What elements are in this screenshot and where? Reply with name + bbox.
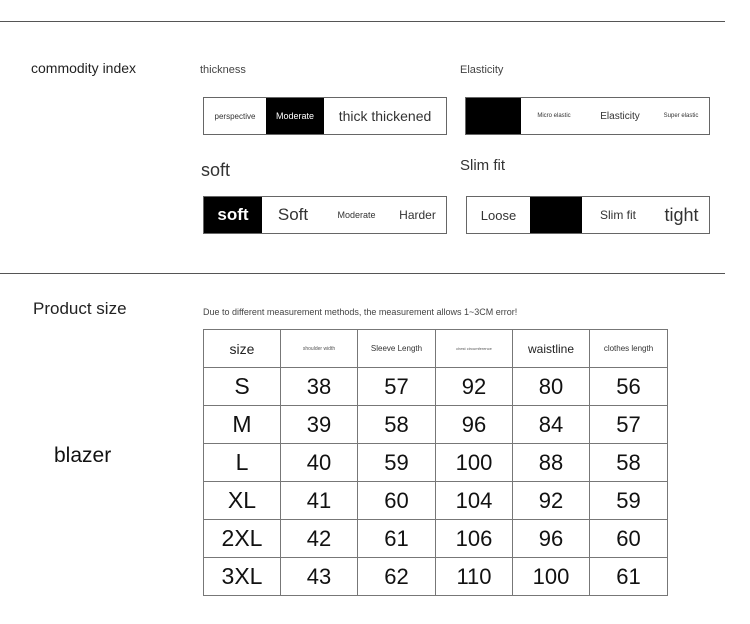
cell-size: 2XL <box>204 520 281 558</box>
table-row <box>204 444 668 482</box>
product-size-title: Product size <box>33 299 127 318</box>
cell-shoulder: 38 <box>281 368 358 406</box>
header-clothes-length: clothes length <box>590 330 668 368</box>
elasticity-option-super: Super elastic <box>663 113 699 119</box>
cell-chest: 104 <box>436 482 513 520</box>
measurement-note: Due to different measurement methods, the measurement allows 1~3CM error! <box>203 307 518 317</box>
header-waistline: waistline <box>513 330 590 368</box>
elasticity-label: Elasticity <box>460 64 504 76</box>
fit-option-tight: tight <box>664 204 699 225</box>
commodity-index-title: commodity index <box>31 60 137 76</box>
thickness-option-perspective: perspective <box>214 111 256 121</box>
fit-option-loose: Loose <box>480 207 517 223</box>
cell-sleeve: 59 <box>358 444 436 482</box>
cell-length: 58 <box>590 444 668 482</box>
table-row <box>204 406 668 444</box>
elasticity-option-selected <box>466 98 521 134</box>
table-row <box>204 482 668 520</box>
cell-length: 60 <box>590 520 668 558</box>
cell-shoulder: 39 <box>281 406 358 444</box>
cell-chest: 100 <box>436 444 513 482</box>
garment-label: blazer <box>54 444 112 467</box>
cell-waist: 88 <box>513 444 590 482</box>
cell-waist: 84 <box>513 406 590 444</box>
cell-size: M <box>204 406 281 444</box>
cell-sleeve: 61 <box>358 520 436 558</box>
cell-waist: 100 <box>513 558 590 596</box>
cell-sleeve: 58 <box>358 406 436 444</box>
soft-option-soft-selected: soft <box>204 197 262 233</box>
cell-length: 57 <box>590 406 668 444</box>
cell-waist: 80 <box>513 368 590 406</box>
slim-fit-scale <box>466 196 710 234</box>
header-sleeve-length: Sleeve Length <box>358 330 436 368</box>
cell-waist: 96 <box>513 520 590 558</box>
slim-fit-label: Slim fit <box>460 157 505 174</box>
cell-shoulder: 40 <box>281 444 358 482</box>
cell-sleeve: 57 <box>358 368 436 406</box>
cell-size: XL <box>204 482 281 520</box>
cell-chest: 92 <box>436 368 513 406</box>
cell-shoulder: 43 <box>281 558 358 596</box>
cell-length: 59 <box>590 482 668 520</box>
header-chest: chest circumference <box>436 330 513 368</box>
elasticity-scale <box>465 97 710 135</box>
cell-sleeve: 62 <box>358 558 436 596</box>
cell-shoulder: 42 <box>281 520 358 558</box>
header-shoulder-width: shoulder width <box>281 330 358 368</box>
cell-chest: 106 <box>436 520 513 558</box>
thickness-option-moderate: Moderate <box>266 98 324 134</box>
elasticity-option-elasticity: Elasticity <box>600 110 640 122</box>
cell-size: 3XL <box>204 558 281 596</box>
thickness-option-thick: thick thickened <box>338 108 432 124</box>
soft-option-soft: Soft <box>277 205 309 224</box>
size-table <box>203 329 668 596</box>
elasticity-option-micro: Micro elastic <box>537 113 571 119</box>
cell-length: 56 <box>590 368 668 406</box>
top-divider <box>0 21 725 22</box>
table-row <box>204 558 668 596</box>
table-row <box>204 368 668 406</box>
cell-shoulder: 41 <box>281 482 358 520</box>
cell-chest: 96 <box>436 406 513 444</box>
soft-option-harder: Harder <box>399 208 436 222</box>
cell-length: 61 <box>590 558 668 596</box>
cell-size: S <box>204 368 281 406</box>
soft-option-moderate: Moderate <box>337 210 376 220</box>
middle-divider <box>0 273 725 274</box>
table-row <box>204 520 668 558</box>
size-table-header <box>204 330 668 368</box>
fit-option-selected <box>530 197 582 233</box>
cell-sleeve: 60 <box>358 482 436 520</box>
cell-chest: 110 <box>436 558 513 596</box>
cell-waist: 92 <box>513 482 590 520</box>
fit-option-slim: Slim fit <box>600 208 636 222</box>
softness-scale <box>203 196 447 234</box>
header-size: size <box>204 330 281 368</box>
thickness-label: thickness <box>200 64 246 76</box>
cell-size: L <box>204 444 281 482</box>
thickness-scale <box>203 97 447 135</box>
soft-label: soft <box>201 160 231 180</box>
